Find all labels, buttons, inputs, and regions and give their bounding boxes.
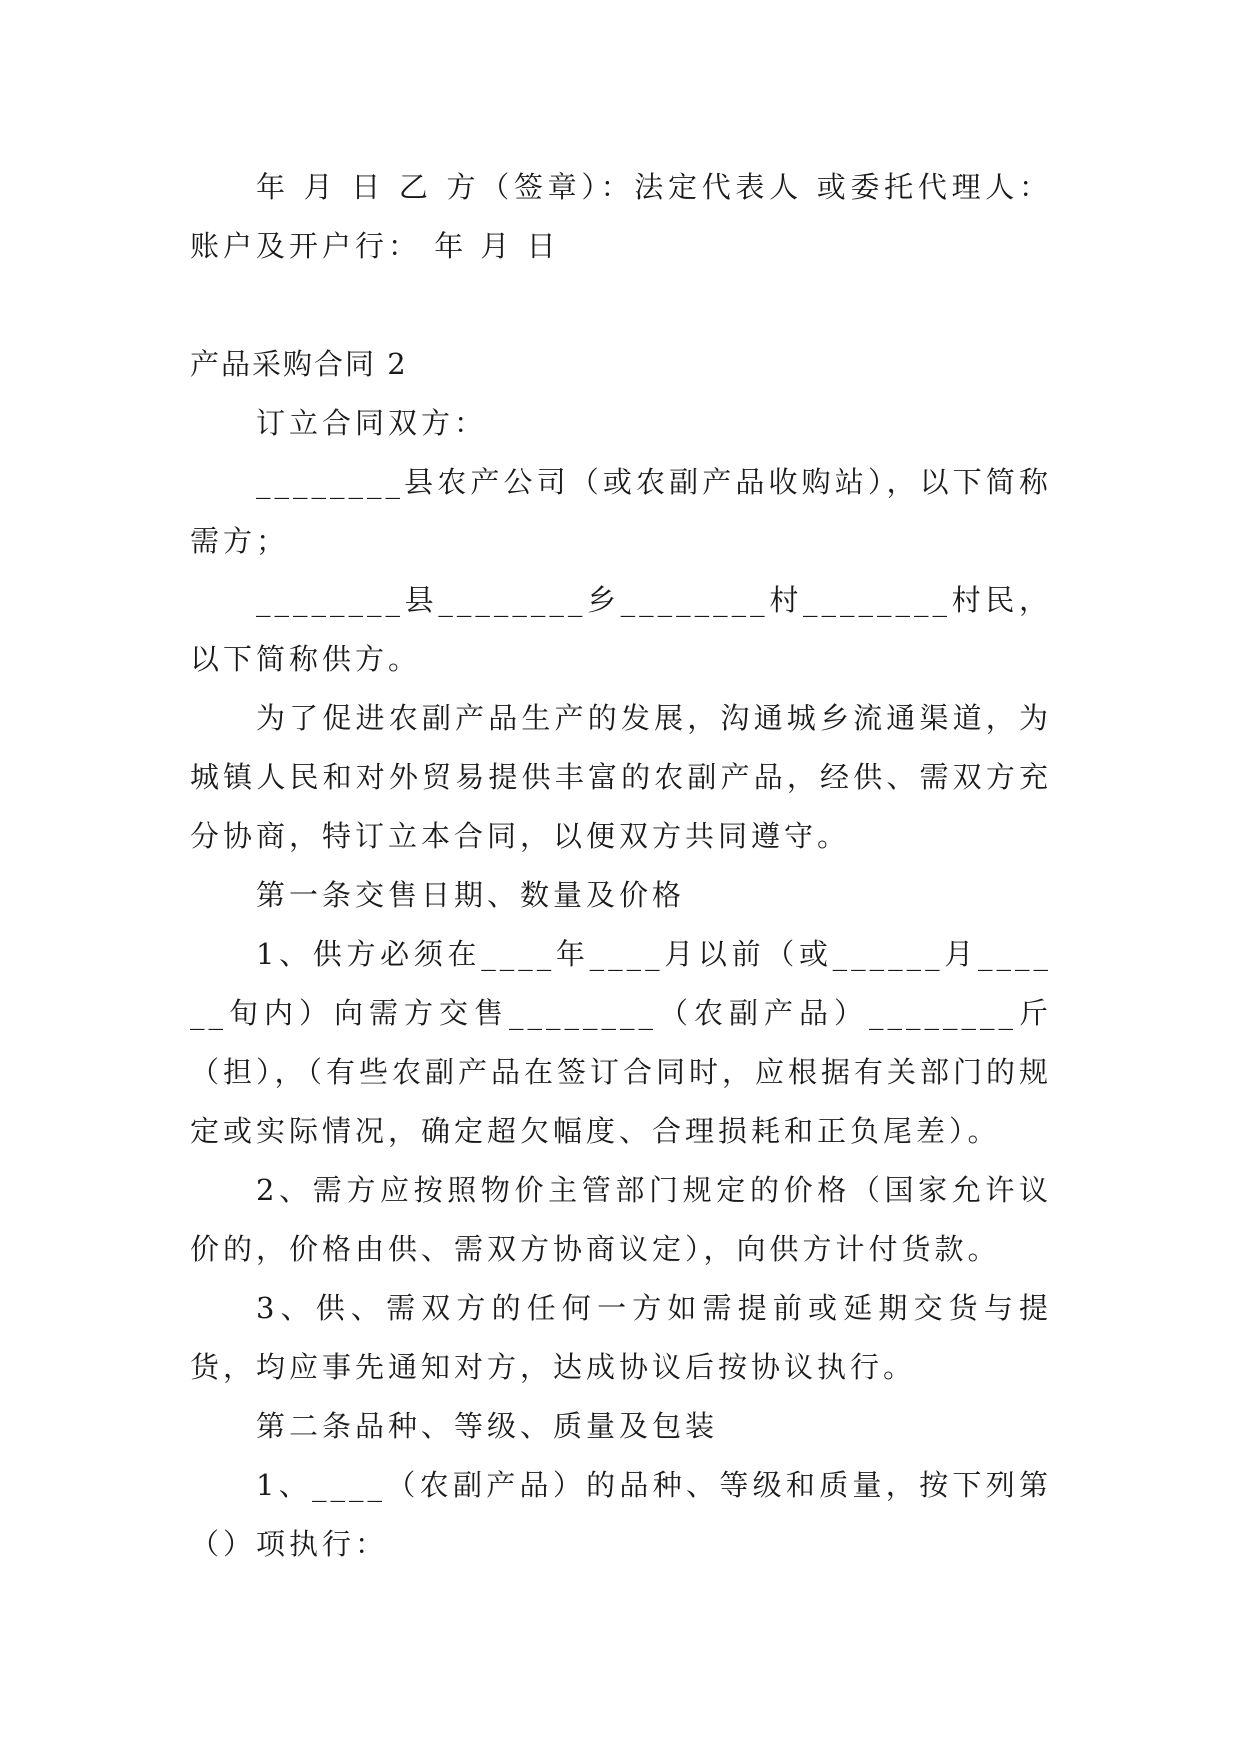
article-1-item-2: 2、需方应按照物价主管部门规定的价格（国家允许议价的，价格由供、需双方协商议定），向供方计付货款。 bbox=[190, 1173, 1052, 1266]
blank-line bbox=[190, 276, 1052, 335]
purpose-paragraph: 为了促进农副产品生产的发展，沟通城乡流通渠道，为城镇人民和对外贸易提供丰富的农副产品，经供、需双方充分协商，特订立本合同，以便双方共同遵守。 bbox=[190, 701, 1052, 853]
article-2-item-1: 1、____（农副产品）的品种、等级和质量，按下列第（）项执行： bbox=[190, 1468, 1052, 1561]
article-1-item-3: 3、供、需双方的任何一方如需提前或延期交货与提货，均应事先通知对方，达成协议后按协议执行。 bbox=[190, 1291, 1052, 1384]
signature-block: 年 月 日 乙 方（签章）：法定代表人 或委托代理人：账户及开户行： 年 月 日 bbox=[190, 170, 1052, 263]
article-1-heading: 第一条交售日期、数量及价格 bbox=[256, 878, 686, 912]
seller-party: ________县________乡________村________村民，以下简称供方。 bbox=[190, 583, 1052, 676]
article-2-heading: 第二条品种、等级、质量及包装 bbox=[256, 1409, 719, 1443]
article-1-item-1: 1、供方必须在____年____月以前（或______月______旬内）向需方交售________（农副产品）________斤（担），（有些农副产品在签订合同时，应根据有关部门的规定或实际情况，确定超欠幅度、合理损耗和正负尾差）。 bbox=[190, 937, 1053, 1148]
buyer-party: ________县农产公司（或农副产品收购站），以下简称需方； bbox=[190, 465, 1052, 558]
parties-heading: 订立合同双方： bbox=[256, 406, 488, 440]
document-page bbox=[190, 158, 1052, 1574]
contract-title: 产品采购合同 2 bbox=[190, 347, 408, 381]
